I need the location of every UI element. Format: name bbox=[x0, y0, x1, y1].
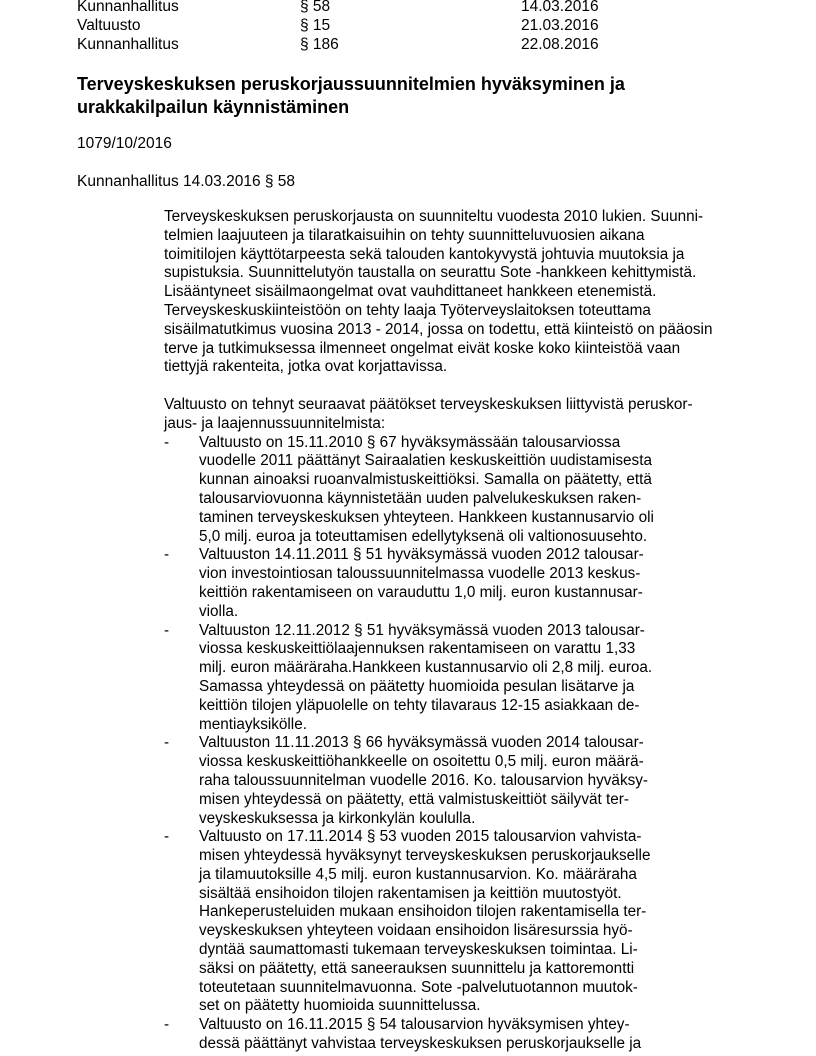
text-line: milj. euron määräraha.Hankkeen kustannusarvio oli 2,8 milj. euroa. bbox=[199, 659, 653, 677]
text-line: sisältää ensihoidon tilojen rakentamisen ja keittiön muutostyöt. bbox=[199, 884, 622, 902]
text-line: ja tilamuutoksille 4,5 milj. euron kustannusarvion. Ko. määräraha bbox=[199, 865, 637, 883]
decision-history bbox=[77, 0, 777, 54]
text-line: 5,0 milj. euroa ja toteuttamisen edellytyksenä oli valtionosuusehto. bbox=[199, 527, 648, 545]
text-line: viossa keskuskeittiölaajennuksen rakentamiseen on varattu 1,33 bbox=[199, 640, 636, 658]
bullet-dash: - bbox=[164, 546, 170, 564]
text-line: Lisääntyneet sisäilmaongelmat ovat vauhdittaneet hankkeen etenemistä. bbox=[164, 283, 657, 301]
text-line: toteutetaan suunnitelmavuonna. Sote -palvelutuotannon muutok- bbox=[199, 978, 638, 996]
bullet-dash: - bbox=[164, 621, 170, 639]
history-section: § 15 bbox=[300, 17, 331, 34]
text-line: Valtuuston 12.11.2012 § 51 hyväksymässä vuoden 2013 talousar- bbox=[199, 621, 645, 639]
bullet-dash: - bbox=[164, 734, 170, 752]
list-item bbox=[164, 434, 744, 547]
text-line: set on päätetty huomioida suunnittelussa. bbox=[199, 997, 481, 1015]
text-line: keittiön tilojen yläpuolelle on tehty tilavaraus 12-15 asiakkaan de- bbox=[199, 696, 640, 714]
text-line: Valtuusto on tehnyt seuraavat päätökset terveyskeskuksen liittyvistä peruskor- bbox=[164, 395, 693, 413]
history-body: Valtuusto bbox=[77, 17, 141, 34]
text-line: taminen terveyskeskuksen yhteyteen. Hankkeen kustannusarvio oli bbox=[199, 508, 654, 526]
text-line: Valtuusto on 15.11.2010 § 67 hyväksymässään talousarviossa bbox=[199, 433, 621, 451]
text-line: misen yhteydessä hyväksynyt terveyskeskuksen peruskorjaukselle bbox=[199, 847, 651, 865]
history-row bbox=[77, 16, 777, 35]
list-item bbox=[164, 1016, 744, 1054]
text-line: toimitilojen käyttötarpeesta sekä talouden kantokyvystä johtuvia muutoksia ja bbox=[164, 245, 685, 263]
history-section: § 186 bbox=[300, 36, 339, 53]
text-line: sisäilmatutkimus vuosina 2013 - 2014, jossa on todettu, että kiinteistö on pääosin bbox=[164, 320, 713, 338]
bullet-dash: - bbox=[164, 828, 170, 846]
history-date: 14.03.2016 bbox=[521, 0, 599, 15]
paragraph-intro bbox=[164, 396, 744, 434]
list-item bbox=[164, 622, 744, 735]
text-line: veyskeskuksen yhteyteen voidaan ensihoidon lisäresurssia hyö- bbox=[199, 922, 633, 940]
text-line: viossa keskuskeittiöhankkeelle on osoitettu 0,5 milj. euron määrä- bbox=[199, 753, 644, 771]
meeting-reference: Kunnanhallitus 14.03.2016 § 58 bbox=[77, 173, 296, 190]
text-line: misen yhteydessä on päätetty, että valmistuskeittiöt säilyvät ter- bbox=[199, 790, 629, 808]
bullet-dash: - bbox=[164, 1016, 170, 1034]
text-line: Hankeperusteluiden mukaan ensihoidon tilojen rakentamisella ter- bbox=[199, 903, 647, 921]
text-line: terve ja tutkimuksessa ilmenneet ongelmat eivät koske koko kiinteistöä vaan bbox=[164, 339, 681, 357]
title-line: urakkakilpailun käynnistäminen bbox=[77, 97, 350, 117]
text-line: jaus- ja laajennussuunnitelmista: bbox=[164, 414, 386, 432]
document-title bbox=[77, 73, 717, 119]
history-section: § 58 bbox=[300, 0, 331, 15]
text-line: kunnan ainoaksi ruoanvalmistuskeittiöksi. Samalla on päätetty, että bbox=[199, 471, 652, 489]
text-line: dyntää saumattomasti tukemaan terveyskeskuksen toimintaa. Li- bbox=[199, 941, 638, 959]
text-line: raha taloussuunnitelman vuodelle 2016. Ko. talousarvion hyväksy- bbox=[199, 771, 648, 789]
document-body bbox=[164, 208, 744, 1054]
history-body: Kunnanhallitus bbox=[77, 0, 179, 15]
history-date: 21.03.2016 bbox=[521, 17, 599, 34]
text-line: Valtuusto on 17.11.2014 § 53 vuoden 2015 talousarvion vahvista- bbox=[199, 828, 642, 846]
diary-number: 1079/10/2016 bbox=[77, 135, 172, 152]
history-body: Kunnanhallitus bbox=[77, 36, 179, 53]
text-line: telmien laajuuteen ja tilaratkaisuihin on tehty suunnitteluvuosien aikana bbox=[164, 226, 645, 244]
decision-list bbox=[164, 434, 744, 1054]
text-line: Valtuuston 11.11.2013 § 66 hyväksymässä vuoden 2014 talousar- bbox=[199, 734, 644, 752]
text-line: vion investointiosan taloussuunnitelmassa vuodelle 2013 keskus- bbox=[199, 565, 641, 583]
text-line: Valtuuston 14.11.2011 § 51 hyväksymässä vuoden 2012 talousar- bbox=[199, 546, 644, 564]
text-line: mentiayksikölle. bbox=[199, 715, 307, 733]
text-line: veyskeskuksessa ja kirkonkylän koululla. bbox=[199, 809, 476, 827]
text-line: Terveyskeskuksen peruskorjausta on suunniteltu vuodesta 2010 lukien. Suunni- bbox=[164, 208, 704, 225]
history-row bbox=[77, 0, 777, 16]
list-item bbox=[164, 828, 744, 1016]
history-row bbox=[77, 35, 777, 54]
text-line: talousarviovuonna käynnistetään uuden palvelukeskuksen raken- bbox=[199, 489, 642, 507]
text-line: säksi on päätetty, että saneerauksen suunnittelu ja kattoremontti bbox=[199, 959, 635, 977]
text-line: keittiön rakentamiseen on varauduttu 1,0 milj. euron kustannusar- bbox=[199, 583, 643, 601]
text-line: tiettyjä rakenteita, jotka ovat korjattavissa. bbox=[164, 358, 448, 376]
text-line: supistuksia. Suunnittelutyön taustalla on seurattu Sote -hankkeen kehittymistä. bbox=[164, 264, 697, 282]
text-line: Terveyskeskuskiinteistöön on tehty laaja Työterveyslaitoksen toteuttama bbox=[164, 301, 651, 319]
history-date: 22.08.2016 bbox=[521, 36, 599, 53]
title-line: Terveyskeskuksen peruskorjaussuunnitelmien hyväksyminen ja bbox=[77, 74, 625, 94]
text-line: Valtuusto on 16.11.2015 § 54 talousarvion hyväksymisen yhtey- bbox=[199, 1016, 630, 1034]
bullet-dash: - bbox=[164, 433, 170, 451]
text-line: vuodelle 2011 päättänyt Sairaalatien keskuskeittiön uudistamisesta bbox=[199, 452, 652, 470]
text-line: Samassa yhteydessä on päätetty huomioida pesulan lisätarve ja bbox=[199, 677, 635, 695]
paragraph-background bbox=[164, 208, 744, 377]
text-line: dessä päättänyt vahvistaa terveyskeskuksen peruskorjaukselle ja bbox=[199, 1035, 642, 1053]
text-line: violla. bbox=[199, 602, 239, 620]
list-item bbox=[164, 734, 744, 828]
list-item bbox=[164, 546, 744, 621]
